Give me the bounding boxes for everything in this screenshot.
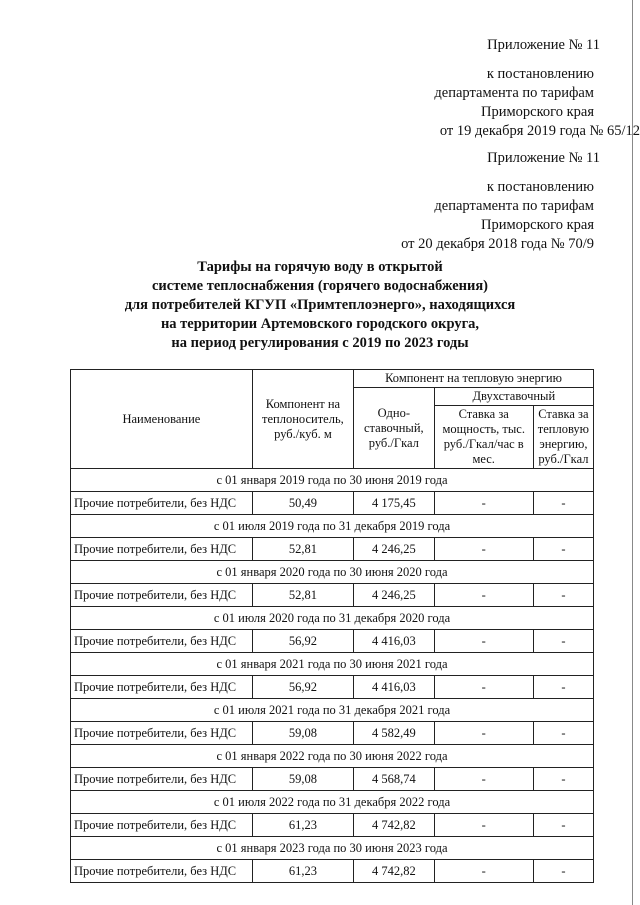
single-rate-value: 4 416,03 (354, 676, 435, 699)
carrier-value: 59,08 (252, 722, 353, 745)
single-rate-value: 4 742,82 (354, 860, 435, 883)
header-energy-rate: Ставка за тепловую энергию, руб./Гкал (533, 406, 593, 469)
capacity-rate-value: - (434, 814, 533, 837)
carrier-value: 59,08 (252, 768, 353, 791)
period-row (71, 469, 594, 492)
period-row (71, 561, 594, 584)
period-label: с 01 июля 2019 года по 31 декабря 2019 года (71, 515, 594, 538)
single-rate-value: 4 416,03 (354, 630, 435, 653)
period-row (71, 607, 594, 630)
appendix-line: Приморского края (480, 104, 594, 120)
period-row (71, 745, 594, 768)
single-rate-value: 4 175,45 (354, 492, 435, 515)
title-line: системе теплоснабжения (горячего водоснабжения) (151, 278, 489, 294)
period-label: с 01 января 2022 года по 30 июня 2022 года (71, 745, 594, 768)
tariff-table (70, 369, 594, 883)
appendix-line: департамента по тарифам (434, 85, 594, 101)
period-label: с 01 июля 2022 года по 31 декабря 2022 года (71, 791, 594, 814)
table-row (71, 814, 594, 837)
header-name: Наименование (71, 370, 253, 469)
single-rate-value: 4 246,25 (354, 538, 435, 561)
carrier-value: 61,23 (252, 860, 353, 883)
appendix-line: Приморского края (480, 217, 594, 233)
period-label: с 01 января 2019 года по 30 июня 2019 года (71, 469, 594, 492)
appendix-line: от 20 декабря 2018 года № 70/9 (401, 236, 594, 252)
name-cell: Прочие потребители, без НДС (71, 722, 253, 745)
table-row (71, 630, 594, 653)
carrier-value: 61,23 (252, 814, 353, 837)
single-rate-value: 4 568,74 (354, 768, 435, 791)
table-row (71, 768, 594, 791)
capacity-rate-value: - (434, 492, 533, 515)
name-cell: Прочие потребители, без НДС (71, 768, 253, 791)
table-row (71, 676, 594, 699)
period-row (71, 515, 594, 538)
header-single-rate: Одно-ставочный, руб./Гкал (354, 388, 435, 469)
name-cell: Прочие потребители, без НДС (71, 676, 253, 699)
period-row (71, 653, 594, 676)
capacity-rate-value: - (434, 676, 533, 699)
energy-rate-value: - (533, 630, 593, 653)
appendix-line: от 19 декабря 2019 года № 65/12 (439, 123, 640, 139)
energy-rate-value: - (533, 584, 593, 607)
energy-rate-value: - (533, 722, 593, 745)
capacity-rate-value: - (434, 538, 533, 561)
appendix-line: департамента по тарифам (434, 198, 594, 214)
title-line: Тарифы на горячую воду в открытой (197, 259, 443, 275)
name-cell: Прочие потребители, без НДС (71, 860, 253, 883)
period-label: с 01 июля 2020 года по 31 декабря 2020 года (71, 607, 594, 630)
period-label: с 01 июля 2021 года по 31 декабря 2021 года (71, 699, 594, 722)
table-row (71, 538, 594, 561)
energy-rate-value: - (533, 860, 593, 883)
table-row (71, 722, 594, 745)
single-rate-value: 4 742,82 (354, 814, 435, 837)
header-carrier: Компонент на теплоноситель, руб./куб. м (252, 370, 353, 469)
carrier-value: 50,49 (252, 492, 353, 515)
period-row (71, 791, 594, 814)
table-row (71, 860, 594, 883)
name-cell: Прочие потребители, без НДС (71, 538, 253, 561)
period-row (71, 837, 594, 860)
table-row (71, 584, 594, 607)
title-line: на период регулирования с 2019 по 2023 годы (171, 335, 469, 351)
capacity-rate-value: - (434, 630, 533, 653)
period-label: с 01 января 2023 года по 30 июня 2023 года (71, 837, 594, 860)
single-rate-value: 4 246,25 (354, 584, 435, 607)
capacity-rate-value: - (434, 768, 533, 791)
energy-rate-value: - (533, 492, 593, 515)
title-line: на территории Артемовского городского округа, (160, 316, 480, 332)
period-label: с 01 января 2020 года по 30 июня 2020 года (71, 561, 594, 584)
energy-rate-value: - (533, 538, 593, 561)
title-line: для потребителей КГУП «Примтеплоэнерго», находящихся (124, 297, 516, 313)
capacity-rate-value: - (434, 722, 533, 745)
capacity-rate-value: - (434, 584, 533, 607)
carrier-value: 56,92 (252, 630, 353, 653)
carrier-value: 52,81 (252, 538, 353, 561)
appendix-block-2 (401, 149, 600, 254)
appendix-heading: Приложение № 11 (487, 37, 600, 53)
period-label: с 01 января 2021 года по 30 июня 2021 года (71, 653, 594, 676)
period-row (71, 699, 594, 722)
energy-rate-value: - (533, 768, 593, 791)
energy-rate-value: - (533, 814, 593, 837)
carrier-value: 56,92 (252, 676, 353, 699)
capacity-rate-value: - (434, 860, 533, 883)
carrier-value: 52,81 (252, 584, 353, 607)
table-row (71, 492, 594, 515)
single-rate-value: 4 582,49 (354, 722, 435, 745)
appendix-heading: Приложение № 11 (487, 150, 600, 166)
energy-rate-value: - (533, 676, 593, 699)
name-cell: Прочие потребители, без НДС (71, 492, 253, 515)
name-cell: Прочие потребители, без НДС (71, 584, 253, 607)
header-two-rate: Двухставочный (434, 388, 593, 406)
name-cell: Прочие потребители, без НДС (71, 630, 253, 653)
header-capacity-rate: Ставка за мощность, тыс. руб./Гкал/час в мес. (434, 406, 533, 469)
appendix-block-1 (434, 36, 640, 141)
appendix-line: к постановлению (486, 66, 594, 82)
appendix-line: к постановлению (486, 179, 594, 195)
document-title (0, 258, 640, 353)
header-energy: Компонент на тепловую энергию (354, 370, 594, 388)
name-cell: Прочие потребители, без НДС (71, 814, 253, 837)
